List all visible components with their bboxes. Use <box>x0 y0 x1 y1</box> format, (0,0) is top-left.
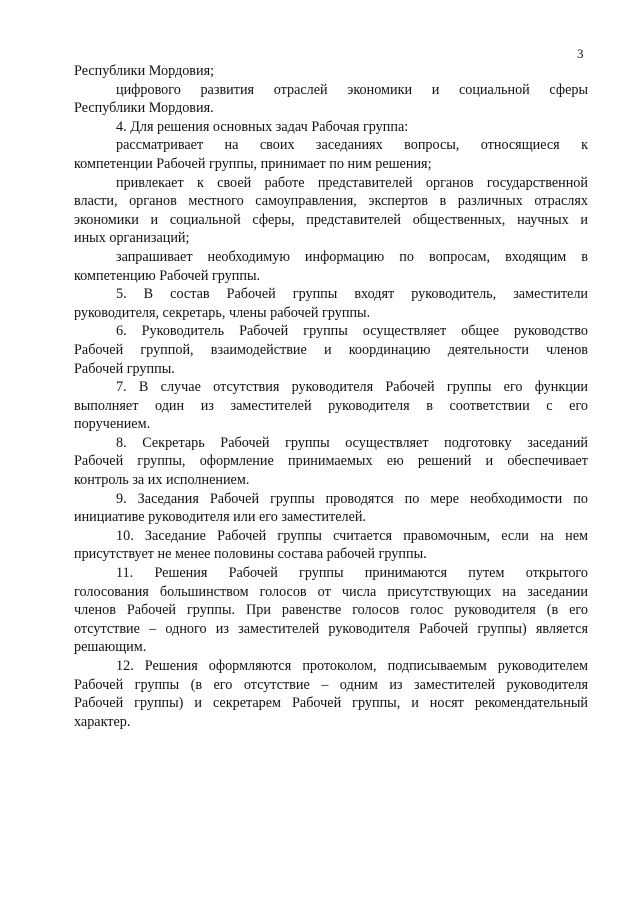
text-line: 10. Заседание Рабочей группы считается правомочным, если на нем <box>116 527 588 544</box>
text-line: членов Рабочей группы. При равенстве голосов голос руководителя (в его <box>74 602 588 619</box>
text-line: Рабочей группы (в его отсутствие – одним из заместителей руководителя <box>74 676 588 693</box>
text-line: присутствует не менее половины состава рабочей группы. <box>74 546 427 563</box>
text-line: 12. Решения оформляются протоколом, подписываемым руководителем <box>116 658 588 674</box>
text-line: руководителя, секретарь, члены рабочей группы. <box>74 304 371 321</box>
text-line: выполняет один из заместителей руководителя в соответствии с его <box>74 397 588 414</box>
page-number: 3 <box>577 46 584 61</box>
text-line: Республики Мордовия; <box>74 63 215 79</box>
text-line: привлекает к своей работе представителей органов государственной <box>116 174 588 191</box>
text-line: 9. Заседания Рабочей группы проводятся по мере необходимости по <box>116 490 588 507</box>
text-line: 7. В случае отсутствия руководителя Рабочей группы его функции <box>116 379 588 396</box>
text-line: 5. В состав Рабочей группы входят руководитель, заместители <box>116 286 588 303</box>
text-line: инициативе руководителя или его заместителей. <box>74 509 367 526</box>
text-line: запрашивает необходимую информацию по вопросам, входящим в <box>116 248 588 265</box>
text-line: 4. Для решения основных задач Рабочая группа: <box>116 118 409 135</box>
text-line: Рабочей группы) и секретарем Рабочей группы, и носят рекомендательный <box>74 695 588 712</box>
text-line: решающим. <box>74 639 147 656</box>
text-line: экономики и социальной сферы, представителей общественных, научных и <box>74 211 588 228</box>
text-line: рассматривает на своих заседаниях вопросы, относящиеся к <box>116 137 588 154</box>
text-line: характер. <box>74 713 131 730</box>
text-line: голосования большинством голосов от числа присутствующих на заседании <box>74 583 588 600</box>
text-line: отсутствие – одного из заместителей руководителя Рабочей группы) является <box>74 620 588 637</box>
text-line: Республики Мордовия. <box>74 100 214 117</box>
text-line: 8. Секретарь Рабочей группы осуществляет подготовку заседаний <box>116 434 588 451</box>
text-line: власти, органов местного самоуправления, экспертов в различных отраслях <box>74 193 588 210</box>
document-body <box>74 62 588 731</box>
text-line: иных организаций; <box>74 230 190 247</box>
text-line: цифрового развития отраслей экономики и социальной сферы <box>116 81 588 98</box>
text-line: Рабочей группы, оформление принимаемых ею решений и обеспечивает <box>74 453 588 470</box>
text-line: компетенцию Рабочей группы. <box>74 267 261 284</box>
text-line: 6. Руководитель Рабочей группы осуществляет общее руководство <box>116 323 588 340</box>
text-line: 11. Решения Рабочей группы принимаются путем открытого <box>116 565 588 582</box>
text-line: Рабочей группы. <box>74 360 175 377</box>
text-line: контроль за их исполнением. <box>74 472 250 489</box>
text-line: компетенции Рабочей группы, принимает по ним решения; <box>74 155 432 172</box>
text-line: Рабочей группой, взаимодействие и координацию деятельности членов <box>74 341 588 358</box>
text-line: поручением. <box>74 416 151 433</box>
